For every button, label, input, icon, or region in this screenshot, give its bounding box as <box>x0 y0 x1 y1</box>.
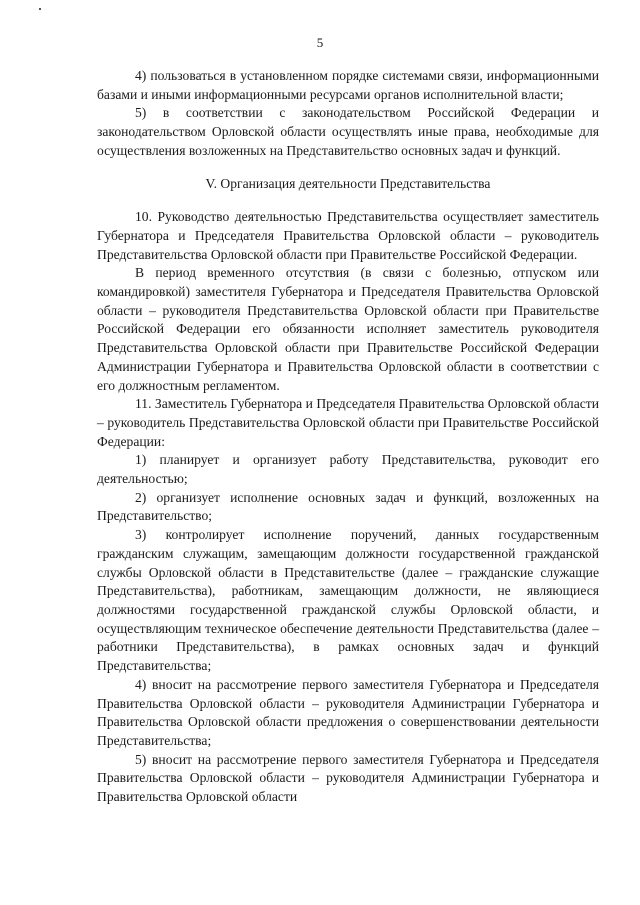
paragraph: 3) контролирует исполнение поручений, данных государственным гражданским служащим, замещающим должности государственной гражданской службы Орловской области в Представительстве (далее – гражданские служащие Представительства), работникам, замещающим должности, не являющиеся должностями государственной гражданской службы Орловской области, и осуществляющим техническое обеспечение деятельности Представительства (далее – работники Представительства), в рамках основных задач и функций Представительства; <box>97 527 599 674</box>
document-body <box>97 67 599 807</box>
paragraph: 4) вносит на рассмотрение первого заместителя Губернатора и Председателя Правительства Орловской области – руководителя Администрации Губернатора и Правительства Орловской области предложения о совершенствовании деятельности Представительства; <box>97 676 599 748</box>
page-number: 5 <box>316 35 324 50</box>
scan-mark <box>39 8 41 10</box>
paragraph: 5) вносит на рассмотрение первого заместителя Губернатора и Председателя Правительства Орловской области – руководителя Администрации Губернатора и Правительства Орловской области <box>97 751 599 805</box>
paragraph: 11. Заместитель Губернатора и Председателя Правительства Орловской области – руководитель Представительства Орловской области при Правительстве Российской Федерации: <box>97 396 599 449</box>
paragraph: 4) пользоваться в установленном порядке системами связи, информационными базами и иными информационными ресурсами органов исполнительной власти; <box>97 68 599 102</box>
paragraph: 5) в соответствии с законодательством Российской Федерации и законодательством Орловской области осуществлять иные права, необходимые для осуществления возложенных на Представительство основных задач и функций. <box>97 105 599 158</box>
section-heading: V. Организация деятельности Представительства <box>205 175 491 191</box>
paragraph: В период временного отсутствия (в связи с болезнью, отпуском или командировкой) заместителя Губернатора и Председателя Правительства Орловской области – руководителя Представительства Орловской области при Правительстве Российской Федерации его обязанности исполняет заместитель руководителя Представительства Орловской области при Правительстве Российской Федерации Администрации Губернатора и Правительства Орловской области в соответствии с его должностным регламентом. <box>97 265 599 393</box>
paragraph: 2) организует исполнение основных задач и функций, возложенных на Представительство; <box>97 489 599 524</box>
paragraph: 10. Руководство деятельностью Представительства осуществляет заместитель Губернатора и Председателя Правительства Орловской области – руководитель Представительства Орловской области при Правительстве Российской Федерации. <box>97 209 599 262</box>
paragraph: 1) планирует и организует работу Представительства, руководит его деятельностью; <box>97 452 599 487</box>
